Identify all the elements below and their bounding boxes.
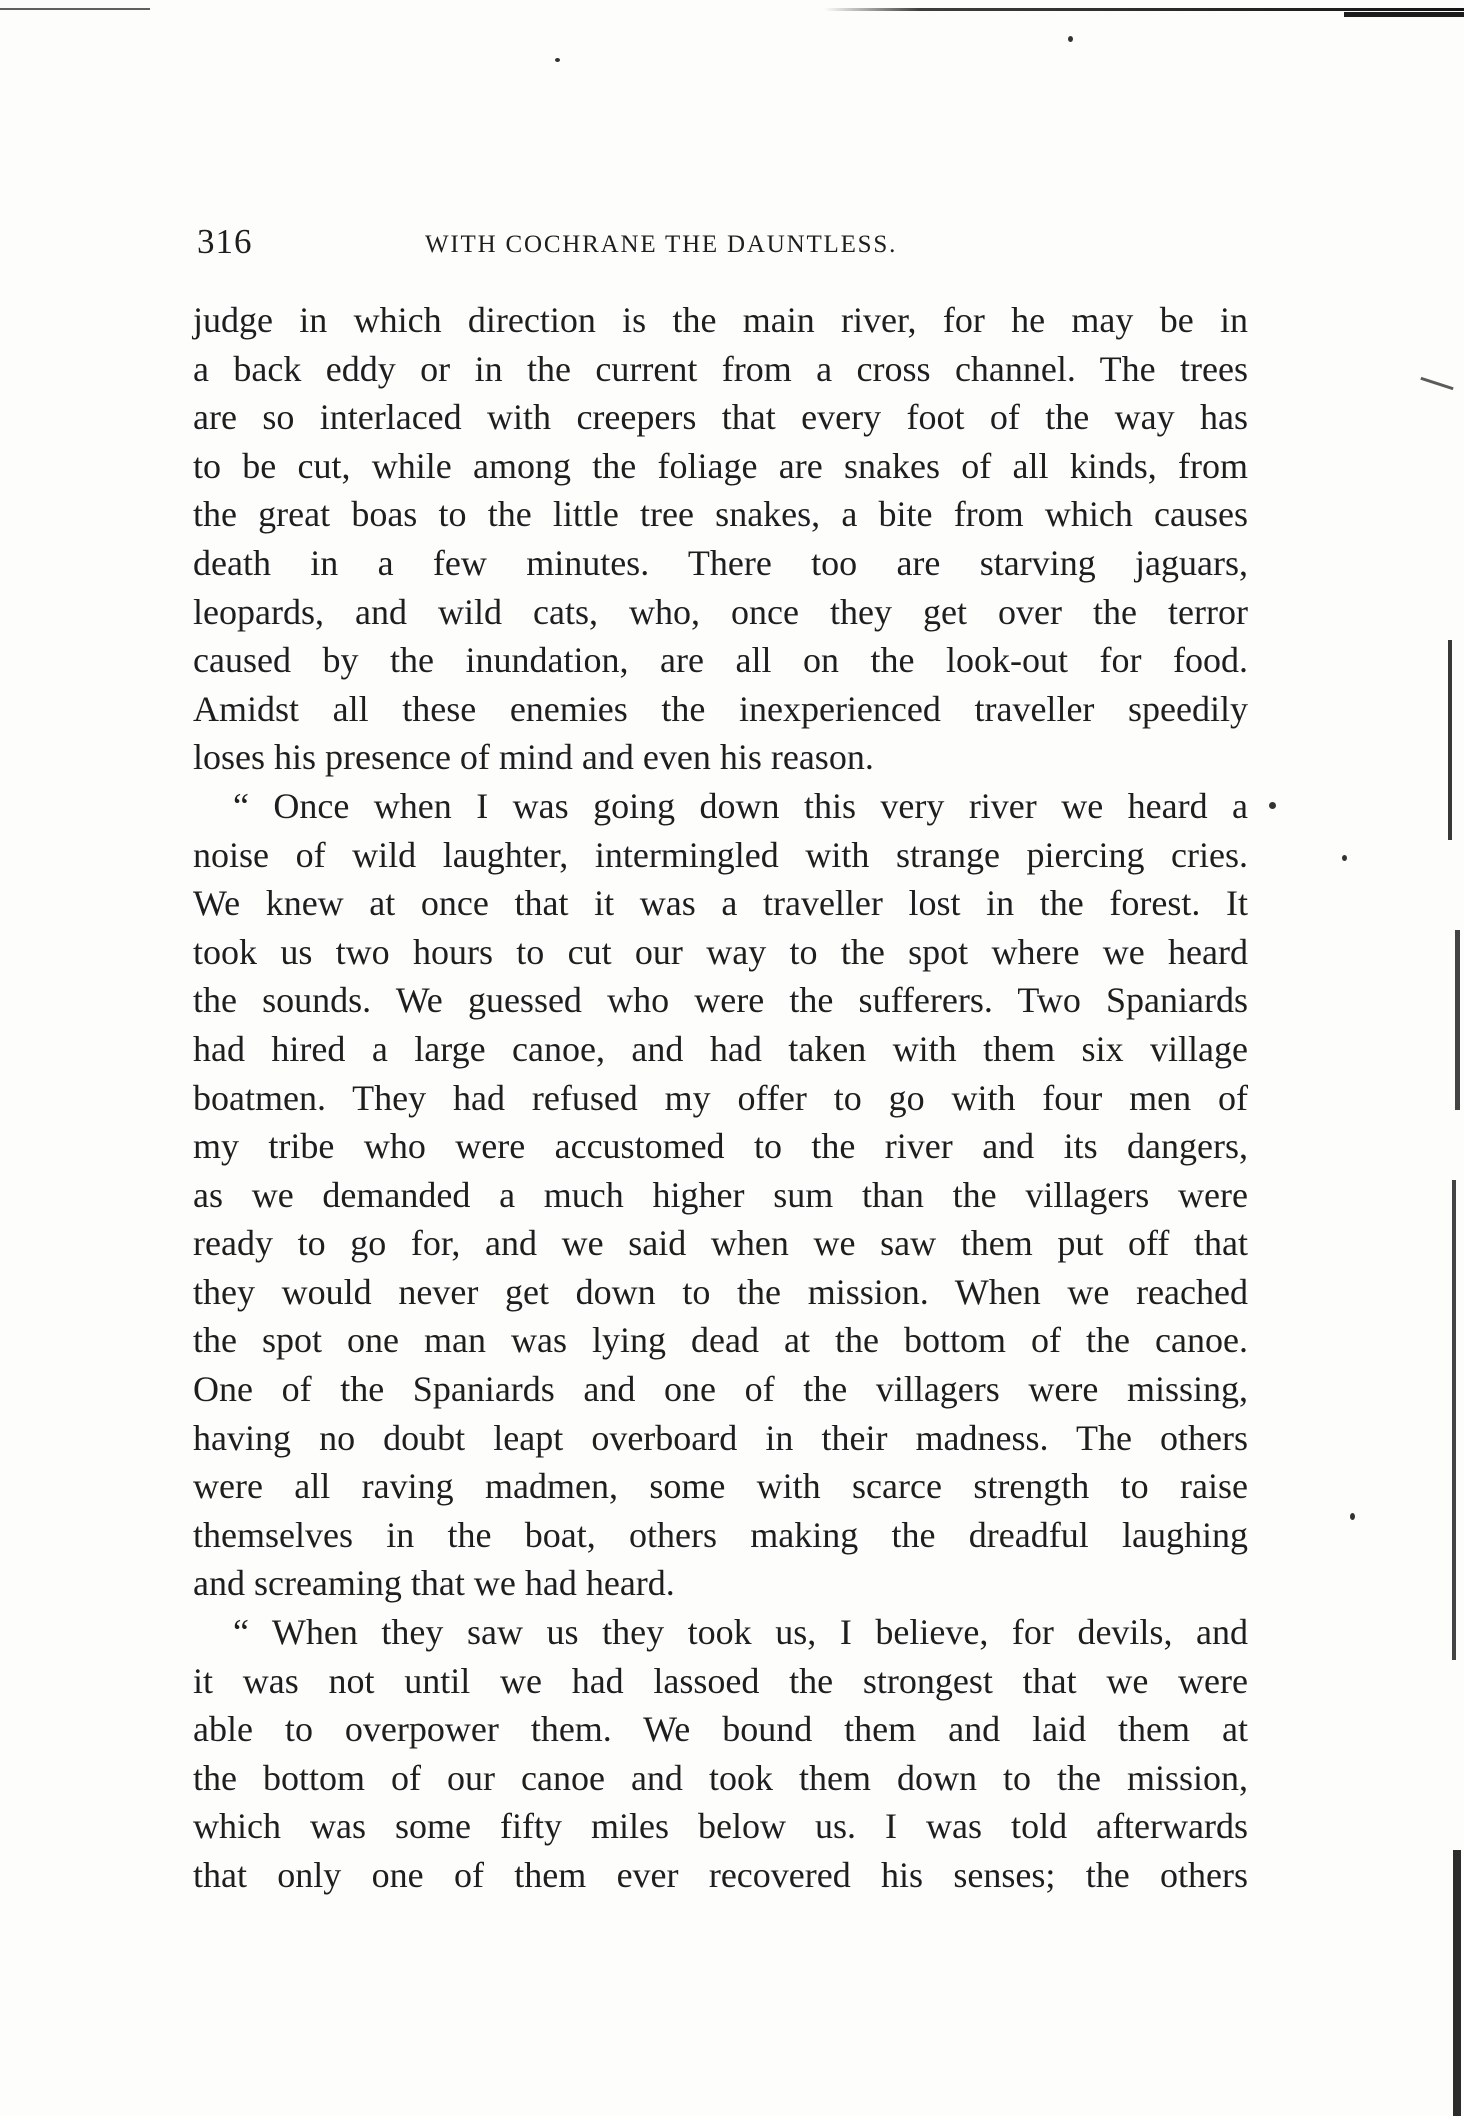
text-line: We knew at once that it was a traveller lost in the forest. It <box>193 883 1248 924</box>
right-edge-shadow-2 <box>1455 930 1460 1110</box>
right-edge-shadow-1 <box>1448 640 1452 840</box>
speck <box>1269 802 1276 809</box>
running-head-title: WITH COCHRANE THE DAUNTLESS. <box>425 231 898 258</box>
text-line: that only one of them ever recovered his senses; the others <box>193 1855 1248 1895</box>
text-line: the sounds. We guessed who were the sufferers. Two Spaniards <box>193 980 1248 1021</box>
paragraph <box>193 1608 1248 1900</box>
text-line: death in a few minutes. There too are starving jaguars, <box>193 542 1248 583</box>
text-line: the great boas to the little tree snakes, a bite from which causes <box>193 494 1248 535</box>
text-line: to be cut, while among the foliage are snakes of all kinds, from <box>193 445 1248 486</box>
body-text <box>193 296 1248 1900</box>
paragraph <box>193 296 1248 782</box>
text-line: are so interlaced with creepers that every foot of the way has <box>193 397 1248 438</box>
text-line: having no doubt leapt overboard in their madness. The others <box>193 1417 1248 1458</box>
text-line: it was not until we had lassoed the strongest that we were <box>193 1660 1248 1701</box>
page-number: 316 <box>197 222 253 261</box>
right-edge-mark <box>1420 377 1453 390</box>
top-edge-rule-left <box>0 8 150 10</box>
text-line: the spot one man was lying dead at the bottom of the canoe. <box>193 1320 1248 1361</box>
running-head <box>197 222 1257 262</box>
text-line: ready to go for, and we said when we saw them put off that <box>193 1223 1248 1264</box>
text-line: judge in which direction is the main river, for he may be in <box>193 300 1248 340</box>
text-line: One of the Spaniards and one of the villagers were missing, <box>193 1369 1248 1410</box>
right-edge-shadow-3 <box>1452 1180 1456 1660</box>
text-line: “ Once when I was going down this very river we heard a <box>233 785 1248 826</box>
text-line: “ When they saw us they took us, I believe, for devils, and <box>233 1612 1248 1653</box>
top-edge-rule-corner <box>1344 12 1464 17</box>
text-line: as we demanded a much higher sum than the villagers were <box>193 1174 1248 1215</box>
text-line: leopards, and wild cats, who, once they get over the terror <box>193 591 1248 632</box>
text-line: a back eddy or in the current from a cross channel. The trees <box>193 348 1248 389</box>
text-line: the bottom of our canoe and took them down to the mission, <box>193 1757 1248 1798</box>
text-line: and screaming that we had heard. <box>193 1563 675 1604</box>
paragraph <box>193 782 1248 1608</box>
speck <box>555 58 560 62</box>
top-edge-rule-right <box>824 8 1464 11</box>
right-edge-shadow-4 <box>1453 1850 1461 2116</box>
text-line: my tribe who were accustomed to the river and its dangers, <box>193 1126 1248 1167</box>
text-line: they would never get down to the mission. When we reached <box>193 1271 1248 1312</box>
text-line: themselves in the boat, others making the dreadful laughing <box>193 1514 1248 1555</box>
speck <box>1068 36 1073 42</box>
text-line: caused by the inundation, are all on the look-out for food. <box>193 640 1248 681</box>
text-line: Amidst all these enemies the inexperienced traveller speedily <box>193 688 1248 729</box>
text-line: had hired a large canoe, and had taken with them six village <box>193 1028 1248 1069</box>
speck <box>1350 1513 1355 1520</box>
text-line: loses his presence of mind and even his reason. <box>193 737 874 778</box>
text-line: which was some fifty miles below us. I was told afterwards <box>193 1806 1248 1847</box>
text-line: able to overpower them. We bound them and laid them at <box>193 1709 1248 1750</box>
text-line: boatmen. They had refused my offer to go with four men of <box>193 1077 1248 1118</box>
text-line: noise of wild laughter, intermingled with strange piercing cries. <box>193 834 1248 875</box>
speck <box>1342 855 1347 861</box>
text-line: were all raving madmen, some with scarce strength to raise <box>193 1466 1248 1507</box>
text-line: took us two hours to cut our way to the spot where we heard <box>193 931 1248 972</box>
